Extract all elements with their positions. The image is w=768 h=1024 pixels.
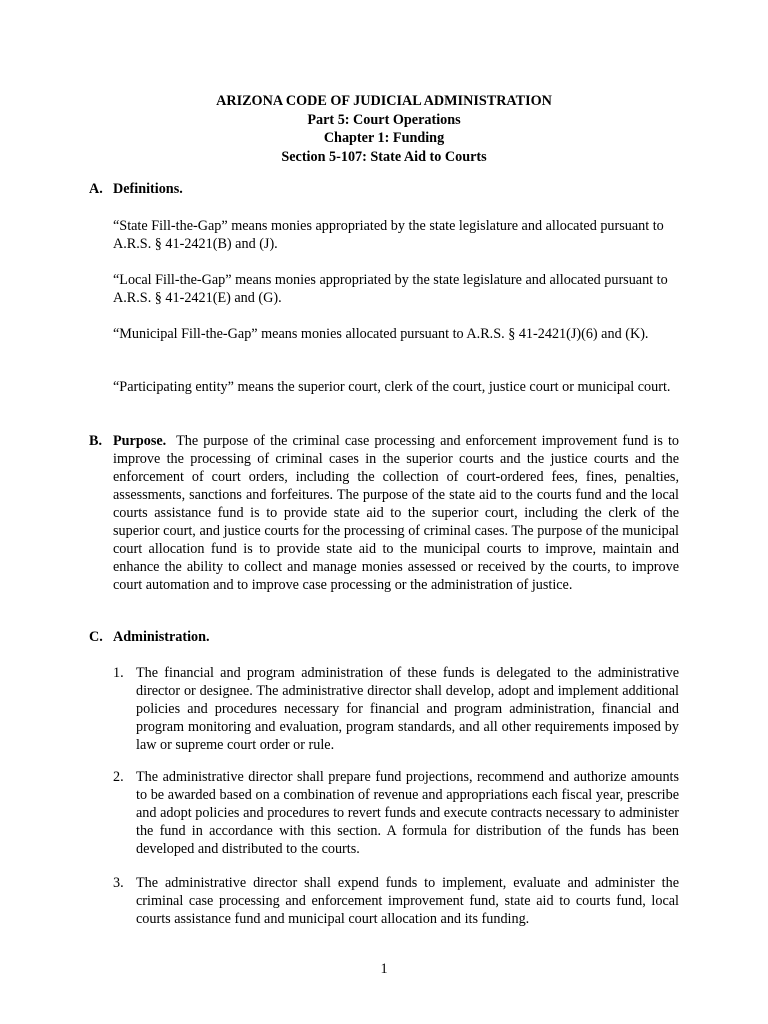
list-item-number: 1. [113,665,124,681]
section-c-title: Administration. [113,629,210,645]
list-item-text: The financial and program administration of these funds is delegated to the administrative director or designee. The administrative director shall develop, adopt and implement additional policies and procedures necessary for financial and program administration, financial and program monitoring and evaluation, program standards, and all other requirements imposed by law or supreme court order or rule. [136,665,679,753]
section-b-body [113,432,679,594]
header-chapter: Chapter 1: Funding [323,130,445,146]
list-item-text: The administrative director shall expend funds to implement, evaluate and administer the criminal case processing and enforcement improvement fund, state aid to courts fund, local courts assistance fund and municipal court allocation and its funding. [136,875,679,927]
section-a-title: Definitions. [113,181,183,197]
section-c-letter: C. [89,629,103,645]
header-title: ARIZONA CODE OF JUDICIAL ADMINISTRATION [216,93,552,109]
section-c-heading [89,628,210,646]
section-b-title: Purpose. [113,433,167,449]
definition-state-fill-the-gap: “State Fill-the-Gap” means monies appropriated by the state legislature and allocated pursuant to A.R.S. § 41-2421(B) and (J). [113,218,664,252]
section-b-text: The purpose of the criminal case processing and enforcement improvement fund is to improve the processing of criminal cases in the superior courts and the justice courts and the enforcement of court orders, including the collection of court-ordered fees, fines, penalties, assessments, sanctions and forfeitures. The purpose of the state aid to the courts fund and the local courts assistance fund is to provide state aid to the superior court, including the clerk of the superior court, and justice courts for the processing of criminal cases. The purpose of the municipal court allocation fund is to provide state aid to the municipal courts to improve, maintain and enhance the ability to collect and manage monies assessed or received by the courts, to improve court automation and to improve case processing or the administration of justice. [113,433,679,593]
list-item-number: 3. [113,875,124,891]
document-header [0,92,768,166]
section-a-heading [89,180,183,198]
definition-municipal-fill-the-gap: “Municipal Fill-the-Gap” means monies allocated pursuant to A.R.S. § 41-2421(J)(6) and (K). [113,326,649,342]
list-item-text: The administrative director shall prepare fund projections, recommend and authorize amounts to be awarded based on a combination of revenue and appropriations each fiscal year, prescribe and adopt policies and procedures to revert funds and execute contracts necessary to administer the fund in accordance with this section. A formula for distribution of the funds has been developed and distributed to the courts. [136,769,679,857]
section-a-letter: A. [89,181,103,197]
definition-participating-entity: “Participating entity” means the superior court, clerk of the court, justice court or municipal court. [113,379,671,395]
section-b-letter: B. [89,433,103,449]
header-part: Part 5: Court Operations [307,111,461,128]
definition-local-fill-the-gap: “Local Fill-the-Gap” means monies appropriated by the state legislature and allocated pursuant to A.R.S. § 41-2421(E) and (G). [113,272,668,306]
list-item-number: 2. [113,769,124,785]
page-number: 1 [380,961,388,977]
header-section: Section 5-107: State Aid to Courts [281,148,487,165]
